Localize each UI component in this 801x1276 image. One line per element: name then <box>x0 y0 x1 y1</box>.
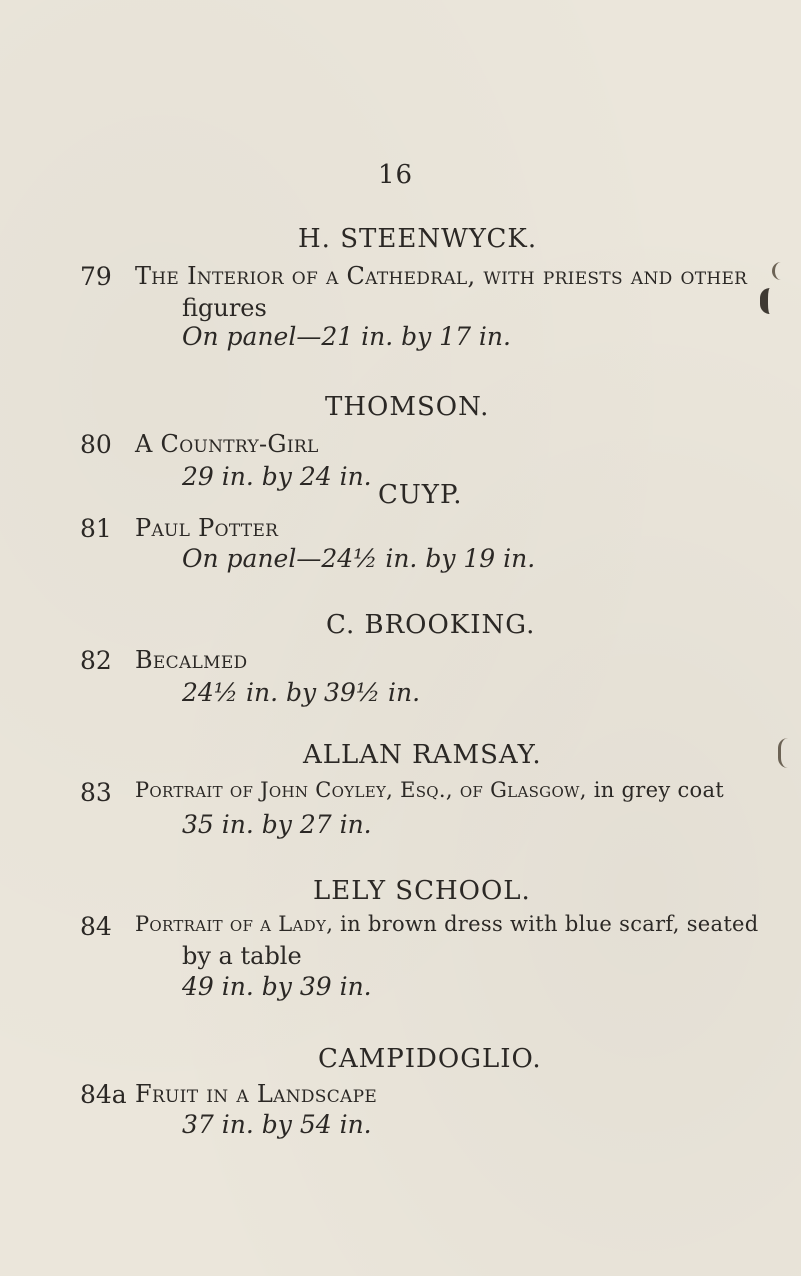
artist-heading: LELY SCHOOL. <box>313 876 531 906</box>
lot-title: Portrait of a Lady, in brown dress with blue scarf, seated <box>135 912 759 936</box>
lot-number: 82 <box>80 646 112 675</box>
lot-dimensions: On panel—24½ in. by 19 in. <box>182 544 536 573</box>
lot-number: 84a <box>80 1080 127 1109</box>
lot-dimensions: 49 in. by 39 in. <box>182 972 372 1001</box>
lot-dimensions: 29 in. by 24 in. <box>182 462 372 491</box>
lot-title-continued: by a table <box>182 942 302 970</box>
lot-title: A Country-Girl <box>135 430 319 458</box>
lot-number: 80 <box>80 430 112 459</box>
artist-heading: CAMPIDOGLIO. <box>318 1044 542 1074</box>
lot-title: The Interior of a Cathedral, with priests and other <box>135 262 748 290</box>
page-number: 16 <box>378 160 414 190</box>
lot-title: Portrait of John Coyley, Esq., of Glasgow, in grey coat <box>135 778 725 802</box>
lot-dimensions: On panel—21 in. by 17 in. <box>182 322 511 351</box>
margin-mark <box>760 288 782 314</box>
margin-mark <box>772 262 785 280</box>
lot-title: Paul Potter <box>135 514 279 542</box>
artist-heading: C. BROOKING. <box>326 610 536 640</box>
lot-dimensions: 24½ in. by 39½ in. <box>182 678 421 707</box>
artist-heading: H. STEENWYCK. <box>298 224 538 254</box>
lot-dimensions: 37 in. by 54 in. <box>182 1110 372 1139</box>
lot-number: 84 <box>80 912 112 941</box>
margin-mark <box>778 738 791 768</box>
artist-heading: ALLAN RAMSAY. <box>303 740 542 770</box>
lot-number: 81 <box>80 514 112 543</box>
lot-title: Becalmed <box>135 646 248 674</box>
lot-number: 79 <box>80 262 112 291</box>
lot-number: 83 <box>80 778 112 807</box>
artist-heading: CUYP. <box>378 480 463 510</box>
artist-heading: THOMSON. <box>325 392 490 422</box>
lot-title-continued: figures <box>182 294 267 322</box>
lot-title: Fruit in a Landscape <box>135 1080 378 1108</box>
lot-dimensions: 35 in. by 27 in. <box>182 810 372 839</box>
